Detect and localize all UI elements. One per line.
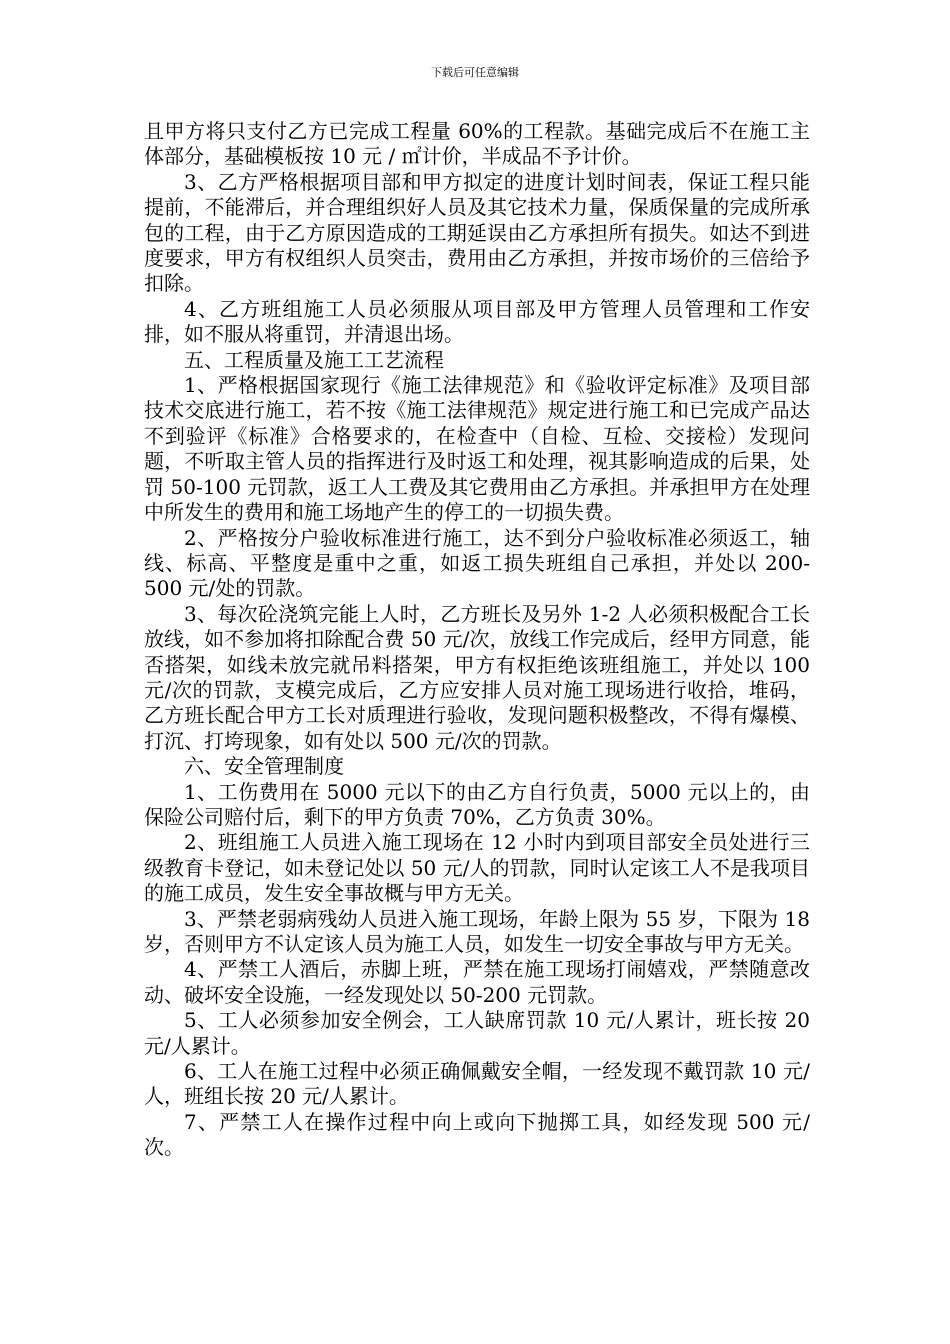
paragraph-clause-6-5: 5、工人必须参加安全例会，工人缺席罚款 10 元/人累计，班长按 20 元/人累计。 [144,1008,810,1058]
section-heading-safety: 六、安全管理制度 [184,754,344,779]
paragraph-continuation: 且甲方将只支付乙方已完成工程量 60%的工程款。基础完成后不在施工主体部分，基础模板按 10 元 / ㎡计价，半成品不予计价。 [144,119,810,169]
paragraph-clause-4-3: 3、乙方严格根据项目部和甲方拟定的进度计划时间表，保证工程只能提前，不能滞后，并合理组织好人员及其它技术力量，保质保量的完成所承包的工程，由于乙方原因造成的工期延误由乙方承担所有损失。如达不到进度要求，甲方有权组织人员突击，费用由乙方承担，并按市场价的三倍给予扣除。 [144,169,810,296]
document-body [144,119,810,1161]
section-heading-quality: 五、工程质量及施工工艺流程 [184,347,444,372]
paragraph-clause-6-2: 2、班组施工人员进入施工现场在 12 小时内到项目部安全员处进行三级教育卡登记，如未登记处以 50 元/人的罚款，同时认定该工人不是我项目的施工成员，发生安全事故概与甲方无关。 [144,830,810,906]
paragraph-clause-6-1: 1、工伤费用在 5000 元以下的由乙方自行负责，5000 元以上的，由保险公司赔付后，剩下的甲方负责 70%，乙方负责 30%。 [144,779,810,829]
paragraph-clause-6-3: 3、严禁老弱病残幼人员进入施工现场，年龄上限为 55 岁，下限为 18 岁，否则甲方不认定该人员为施工人员，如发生一切安全事故与甲方无关。 [144,906,810,956]
paragraph-clause-6-7: 7、严禁工人在操作过程中向上或向下抛掷工具，如经发现 500 元/次。 [144,1109,810,1160]
paragraph-clause-6-6: 6、工人在施工过程中必须正确佩戴安全帽，一经发现不戴罚款 10 元/人，班组长按 20 元/人累计。 [144,1059,810,1109]
page-header: 下载后可任意编辑 [431,66,519,79]
paragraph-clause-6-4: 4、严禁工人酒后，赤脚上班，严禁在施工现场打闹嬉戏，严禁随意改动、破坏安全设施，一经发现处以 50-200 元罚款。 [144,957,810,1007]
paragraph-clause-5-1: 1、严格根据国家现行《施工法律规范》和《验收评定标准》及项目部技术交底进行施工，若不按《施工法律规范》规定进行施工和已完成产品达不到验评《标准》合格要求的，在检查中（自检、互检、交接检）发现问题，不听取主管人员的指挥进行及时返工和处理，视其影响造成的后果，处罚 50-100 元罚款，返工人工费及其它费用由乙方承担。并承担甲方在处理中所发生的费用和施工场地产生的停工的一切损失费。 [144,373,810,525]
paragraph-clause-4-4: 4、乙方班组施工人员必须服从项目部及甲方管理人员管理和工作安排，如不服从将重罚，并清退出场。 [144,296,810,347]
paragraph-clause-5-2: 2、严格按分户验收标准进行施工，达不到分户验收标准必须返工，轴线、标高、平整度是重中之重，如返工损失班组自己承担，并处以 200-500 元/处的罚款。 [144,525,810,601]
paragraph-clause-5-3: 3、每次砼浇筑完能上人时，乙方班长及另外 1-2 人必须积极配合工长放线，如不参加将扣除配合费 50 元/次，放线工作完成后，经甲方同意，能否搭架，如线未放完就吊料搭架，甲方有权拒绝该班组施工，并处以 100 元/次的罚款，支模完成后，乙方应安排人员对施工现场进行收拾，堆码，乙方班长配合甲方工长对质理进行验收，发现问题积极整改，不得有爆模、打沉、打垮现象，如有处以 500 元/次的罚款。 [144,601,810,753]
